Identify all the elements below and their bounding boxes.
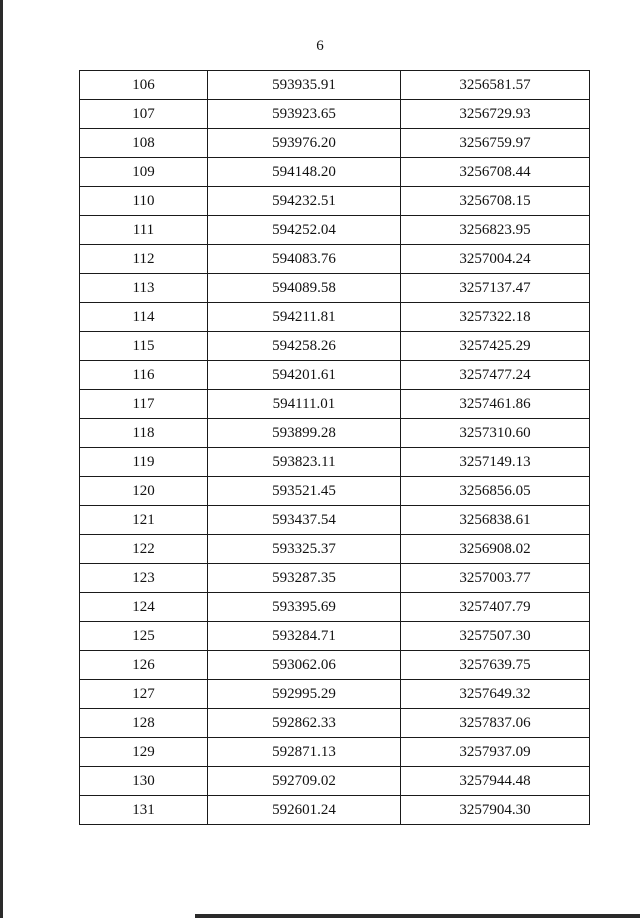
point-number-cell: 131	[80, 796, 208, 825]
x-coordinate-cell: 593923.65	[208, 100, 401, 129]
x-coordinate-cell: 593287.35	[208, 564, 401, 593]
y-coordinate-cell: 3257944.48	[401, 767, 590, 796]
x-coordinate-cell: 593823.11	[208, 448, 401, 477]
y-coordinate-cell: 3257407.79	[401, 593, 590, 622]
scan-edge-bottom	[195, 914, 640, 918]
x-coordinate-cell: 594252.04	[208, 216, 401, 245]
point-number-cell: 123	[80, 564, 208, 593]
point-number-cell: 122	[80, 535, 208, 564]
scan-edge-left	[0, 0, 3, 918]
point-number-cell: 114	[80, 303, 208, 332]
x-coordinate-cell: 593935.91	[208, 71, 401, 100]
point-number-cell: 107	[80, 100, 208, 129]
table-row	[80, 680, 590, 709]
x-coordinate-cell: 594201.61	[208, 361, 401, 390]
y-coordinate-cell: 3256708.44	[401, 158, 590, 187]
point-number-cell: 116	[80, 361, 208, 390]
y-coordinate-cell: 3256838.61	[401, 506, 590, 535]
table-row	[80, 535, 590, 564]
y-coordinate-cell: 3256908.02	[401, 535, 590, 564]
x-coordinate-cell: 594211.81	[208, 303, 401, 332]
y-coordinate-cell: 3257461.86	[401, 390, 590, 419]
table-row	[80, 129, 590, 158]
x-coordinate-cell: 592862.33	[208, 709, 401, 738]
point-number-cell: 125	[80, 622, 208, 651]
y-coordinate-cell: 3257649.32	[401, 680, 590, 709]
table-row	[80, 303, 590, 332]
y-coordinate-cell: 3256581.57	[401, 71, 590, 100]
table-row	[80, 390, 590, 419]
table-row	[80, 709, 590, 738]
table-row	[80, 477, 590, 506]
table-row	[80, 158, 590, 187]
y-coordinate-cell: 3257003.77	[401, 564, 590, 593]
x-coordinate-cell: 593899.28	[208, 419, 401, 448]
x-coordinate-cell: 592871.13	[208, 738, 401, 767]
y-coordinate-cell: 3257310.60	[401, 419, 590, 448]
table-row	[80, 796, 590, 825]
y-coordinate-cell: 3256729.93	[401, 100, 590, 129]
y-coordinate-cell: 3257507.30	[401, 622, 590, 651]
y-coordinate-cell: 3256708.15	[401, 187, 590, 216]
point-number-cell: 130	[80, 767, 208, 796]
point-number-cell: 121	[80, 506, 208, 535]
point-number-cell: 109	[80, 158, 208, 187]
x-coordinate-cell: 593062.06	[208, 651, 401, 680]
coordinate-table	[79, 70, 590, 825]
x-coordinate-cell: 594083.76	[208, 245, 401, 274]
x-coordinate-cell: 592995.29	[208, 680, 401, 709]
point-number-cell: 129	[80, 738, 208, 767]
point-number-cell: 120	[80, 477, 208, 506]
point-number-cell: 115	[80, 332, 208, 361]
point-number-cell: 126	[80, 651, 208, 680]
table-row	[80, 738, 590, 767]
y-coordinate-cell: 3257137.47	[401, 274, 590, 303]
table-row	[80, 767, 590, 796]
point-number-cell: 119	[80, 448, 208, 477]
table-row	[80, 622, 590, 651]
table-row	[80, 187, 590, 216]
point-number-cell: 111	[80, 216, 208, 245]
table-row	[80, 564, 590, 593]
point-number-cell: 110	[80, 187, 208, 216]
x-coordinate-cell: 594111.01	[208, 390, 401, 419]
point-number-cell: 108	[80, 129, 208, 158]
x-coordinate-cell: 594148.20	[208, 158, 401, 187]
x-coordinate-cell: 593284.71	[208, 622, 401, 651]
point-number-cell: 117	[80, 390, 208, 419]
table-row	[80, 245, 590, 274]
table-row	[80, 419, 590, 448]
table-row	[80, 448, 590, 477]
table-row	[80, 506, 590, 535]
y-coordinate-cell: 3257904.30	[401, 796, 590, 825]
point-number-cell: 106	[80, 71, 208, 100]
y-coordinate-cell: 3256759.97	[401, 129, 590, 158]
table-row	[80, 593, 590, 622]
y-coordinate-cell: 3257149.13	[401, 448, 590, 477]
x-coordinate-cell: 594232.51	[208, 187, 401, 216]
y-coordinate-cell: 3256823.95	[401, 216, 590, 245]
page-number: 6	[316, 38, 324, 54]
table-row	[80, 71, 590, 100]
y-coordinate-cell: 3257639.75	[401, 651, 590, 680]
x-coordinate-cell: 593521.45	[208, 477, 401, 506]
x-coordinate-cell: 592601.24	[208, 796, 401, 825]
x-coordinate-cell: 593325.37	[208, 535, 401, 564]
table-row	[80, 361, 590, 390]
y-coordinate-cell: 3257322.18	[401, 303, 590, 332]
x-coordinate-cell: 594258.26	[208, 332, 401, 361]
y-coordinate-cell: 3257004.24	[401, 245, 590, 274]
point-number-cell: 118	[80, 419, 208, 448]
x-coordinate-cell: 592709.02	[208, 767, 401, 796]
coordinate-table-body	[80, 71, 590, 825]
y-coordinate-cell: 3257425.29	[401, 332, 590, 361]
x-coordinate-cell: 593437.54	[208, 506, 401, 535]
y-coordinate-cell: 3256856.05	[401, 477, 590, 506]
point-number-cell: 112	[80, 245, 208, 274]
point-number-cell: 128	[80, 709, 208, 738]
point-number-cell: 127	[80, 680, 208, 709]
y-coordinate-cell: 3257837.06	[401, 709, 590, 738]
table-row	[80, 651, 590, 680]
x-coordinate-cell: 593976.20	[208, 129, 401, 158]
table-row	[80, 332, 590, 361]
table-row	[80, 274, 590, 303]
point-number-cell: 124	[80, 593, 208, 622]
x-coordinate-cell: 594089.58	[208, 274, 401, 303]
y-coordinate-cell: 3257477.24	[401, 361, 590, 390]
y-coordinate-cell: 3257937.09	[401, 738, 590, 767]
x-coordinate-cell: 593395.69	[208, 593, 401, 622]
table-row	[80, 100, 590, 129]
point-number-cell: 113	[80, 274, 208, 303]
table-row	[80, 216, 590, 245]
